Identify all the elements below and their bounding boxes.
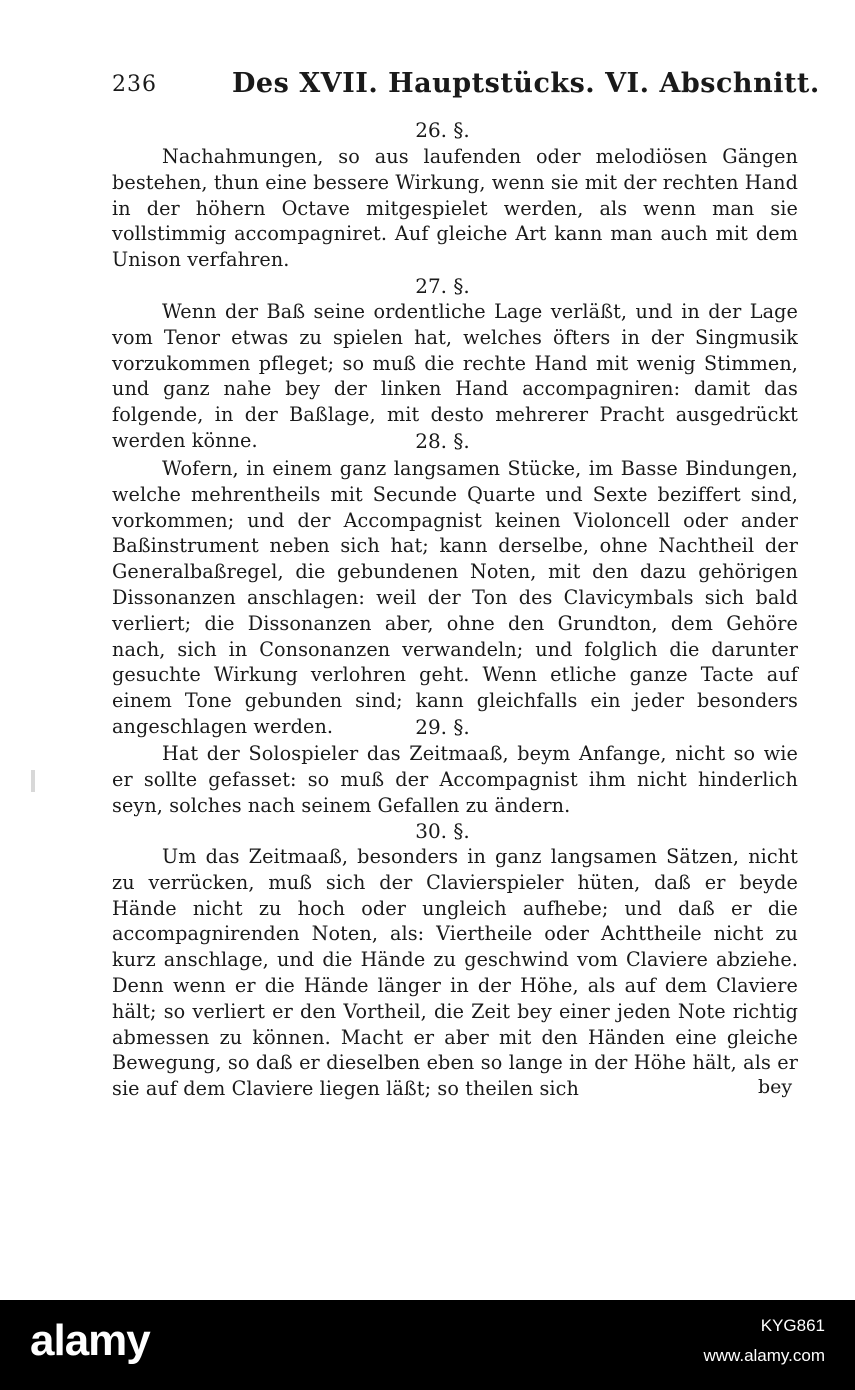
section-heading-28: 28. §. <box>415 429 470 453</box>
watermark-url: www.alamy.com <box>703 1346 825 1365</box>
section-heading-26: 26. §. <box>415 118 470 142</box>
section-heading-29: 29. §. <box>415 715 470 739</box>
page-number: 236 <box>112 72 157 97</box>
watermark-image-id: KYG861 <box>760 1316 825 1335</box>
running-head: Des XVII. Hauptstücks. VI. Abschnitt. <box>232 68 820 99</box>
paragraph-29: Hat der Solospieler das Zeitmaaß, beym Anfange, nicht so wie er sollte gefasset: so muß der Accompagnist ihm nicht hinderlich seyn, solches nach seinem Gefallen zu ändern. <box>112 742 798 817</box>
paragraph-28: Wofern, in einem ganz langsamen Stücke, im Basse Bindungen, welche mehrentheils mit Secunde Quarte und Sexte beziffert sind, vorkommen; und der Accompagnist keinen Violoncell oder ander Baßinstrument neben sich hat; kann derselbe, ohne Nachtheil der Generalbaßregel, die gebundenen Noten, mit den dazu gehörigen Dissonanzen anschlagen: weil der Ton des Clavicymbals sich bald verliert; die Dissonanzen aber, ohne den Grundton, dem Gehöre nach, sich in Consonanzen verwandeln; und folglich die darunter gesuchte Wirkung verlohren geht. Wenn etliche ganze Tacte auf einem Tone gebunden sind; kann gleichfalls ein jeder besonders angeschlagen werden. <box>112 457 798 738</box>
watermark-logo: alamy <box>30 1316 150 1365</box>
paragraph-27: Wenn der Baß seine ordentliche Lage verläßt, und in der Lage vom Tenor etwas zu spielen hat, welches öfters in der Singmusik vorzukommen pfleget; so muß die rechte Hand mit wenig Stimmen, und ganz nahe bey der linken Hand accompagniren: damit das folgende, in der Baßlage, mit desto mehrerer Pracht ausgedrückt werden könne. <box>112 300 798 452</box>
section-heading-27: 27. §. <box>415 274 470 298</box>
section-heading-30: 30. §. <box>415 819 470 843</box>
paragraph-30: Um das Zeitmaaß, besonders in ganz langsamen Sätzen, nicht zu verrücken, muß sich der Clavierspieler hüten, daß er beyde Hände nicht zu hoch oder ungleich aufhebe; und daß er die accompagnirenden Noten, als: Viertheile oder Achttheile nicht zu kurz anschlage, und die Hände zu geschwind vom Claviere abziehe. Denn wenn er die Hände länger in der Höhe, als auf dem Claviere hält; so verliert er den Vortheil, die Zeit bey einer jeden Note richtig abmessen zu können. Macht er aber mit den Händen eine gleiche Bewegung, so daß er dieselben eben so lange in der Höhe hält, als er sie auf dem Claviere liegen läßt; so theilen sich <box>112 845 798 1101</box>
catchword: bey <box>758 1076 793 1098</box>
margin-mark <box>31 770 35 792</box>
paragraph-26: Nachahmungen, so aus laufenden oder melodiösen Gängen bestehen, thun eine bessere Wirkung, wenn sie mit der rechten Hand in der höhern Octave mitgespielet werden, als wenn man sie vollstimmig accompagniret. Auf gleiche Art kann man auch mit dem Unison verfahren. <box>112 145 798 272</box>
